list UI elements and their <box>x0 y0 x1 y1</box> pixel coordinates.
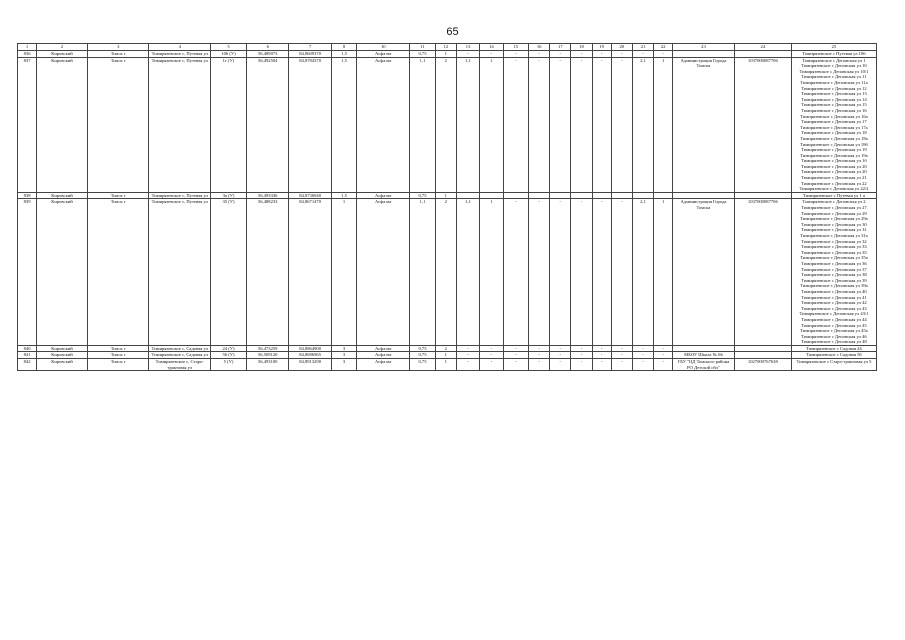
table-row <box>18 192 877 199</box>
header-cell: 15 <box>503 44 528 51</box>
table-cell <box>734 51 791 58</box>
table-cell: - <box>611 359 632 371</box>
table-cell: - <box>654 359 673 371</box>
address-line: Тимирязевское с Деповская ул 48 <box>801 339 867 345</box>
table-cell: 1,1 <box>410 199 435 345</box>
table-cell: - <box>529 51 550 58</box>
table-cell: 1 <box>435 352 456 359</box>
table-cell: - <box>611 57 632 192</box>
table-cell: 1,5 <box>331 192 356 199</box>
table-cell: Тимирязевское с, Путевая ул <box>149 199 211 345</box>
table-cell: - <box>571 352 592 359</box>
address-line: Тимирязевское с Деповская ул 31а <box>800 233 868 238</box>
header-cell: 7 <box>289 44 331 51</box>
table-cell: - <box>503 57 528 192</box>
table-cell: - <box>592 352 611 359</box>
table-cell: - <box>550 345 571 352</box>
table-cell: Тимирязевское с, Путевая ул <box>149 192 211 199</box>
table-cell: - <box>550 352 571 359</box>
table-cell: - <box>571 51 592 58</box>
header-cell: 21 <box>632 44 653 51</box>
table-cell: 2,1 <box>632 199 653 345</box>
table-cell: - <box>592 199 611 345</box>
address-line: Тимирязевское с Деповская ул 12 <box>801 85 867 91</box>
address-line: Тимирязевское с Деповская ул 10 <box>801 63 867 69</box>
table-cell: - <box>503 199 528 345</box>
table-cell: 2 <box>435 345 456 352</box>
table-cell: 1 <box>435 359 456 371</box>
table-cell: - <box>632 345 653 352</box>
table-cell: 84,8736940 <box>289 192 331 199</box>
header-cell: 23 <box>673 44 735 51</box>
table-cell: 3 <box>331 352 356 359</box>
address-list-cell <box>791 359 876 371</box>
table-cell: - <box>611 51 632 58</box>
table-cell: 0,75 <box>410 352 435 359</box>
table-cell <box>632 192 653 199</box>
address-line: Тимирязевское с Деповская ул 35 <box>801 249 867 255</box>
table-cell: 56,488233 <box>247 199 289 345</box>
table-cell: 84,8784370 <box>289 57 331 192</box>
table-cell: 837 <box>18 57 37 192</box>
table-cell: Кировский <box>37 57 88 192</box>
table-cell: 1 <box>654 199 673 345</box>
table-cell: - <box>571 199 592 345</box>
address-line: Тимирязевское с Деповская ул 39 <box>801 277 867 283</box>
table-cell: - <box>611 199 632 345</box>
table-row <box>18 57 877 192</box>
address-line: Тимирязевское с Деповская ул 18 <box>801 130 867 136</box>
address-line: Тимирязевское с Деповская ул 29а <box>800 216 868 222</box>
address-line: Тимирязевское с Деповская ул 19а <box>800 152 868 158</box>
table-cell: - <box>592 359 611 371</box>
table-cell <box>529 192 550 199</box>
address-line: Тимирязевское с Деповская ул 16а <box>800 113 868 119</box>
table-cell: - <box>592 345 611 352</box>
table-cell: 0,75 <box>410 192 435 199</box>
table-cell: - <box>456 51 479 58</box>
table-cell: 1 <box>331 199 356 345</box>
table-cell: Асфальт <box>357 359 410 371</box>
address-line: Тимирязевское с Деповская ул 10/1 <box>799 68 869 74</box>
address-line: Тимирязевское с Деповская ул 21 <box>801 175 867 181</box>
table-cell: - <box>632 51 653 58</box>
address-line: Тимирязевское с Деповская ул 1б <box>801 158 867 164</box>
table-cell: 1,1 <box>456 57 479 192</box>
address-line: Тимирязевское с Деповская ул 1 <box>802 57 866 63</box>
address-line: Тимирязевское с Деповская ул 16 <box>801 107 867 113</box>
address-list-cell <box>791 345 876 352</box>
table-cell: 56,489073 <box>247 51 289 58</box>
table-cell: 3 <box>331 359 356 371</box>
table-cell: Тимирязевское с, Садовая ул <box>149 352 211 359</box>
table-cell: Администрация Города Томска <box>673 199 735 345</box>
table-cell: - <box>456 352 479 359</box>
table-cell: - <box>592 57 611 192</box>
table-cell: Асфальт <box>357 345 410 352</box>
table-cell: 106 (У) <box>210 51 246 58</box>
address-list-cell <box>791 51 876 58</box>
table-cell: - <box>550 57 571 192</box>
table-cell: 841 <box>18 352 37 359</box>
address-line: Тимирязевское с Деповская ул 2 <box>802 199 866 205</box>
address-line: Тимирязевское с Деповская ул 22/2 <box>799 186 869 192</box>
table-cell: - <box>571 57 592 192</box>
address-line: Тимирязевское с Деповская ул 42 <box>801 300 867 306</box>
address-line: Тимирязевское с Деповская ул 31 <box>801 227 867 233</box>
table-cell: 35 (У) <box>210 199 246 345</box>
table-cell <box>673 51 735 58</box>
table-cell: 0,75 <box>410 345 435 352</box>
table-cell: Томск г <box>87 57 149 192</box>
header-cell: 20 <box>611 44 632 51</box>
table-cell <box>503 192 528 199</box>
table-cell <box>550 192 571 199</box>
table-cell: МБОУ Школа № 66 <box>673 352 735 359</box>
address-list-cell <box>791 192 876 199</box>
address-line: Тимирязевское с Деповская ул 15 <box>801 102 867 108</box>
address-line: Тимирязевское с Деповская ул 18б <box>800 141 868 147</box>
table-cell: - <box>654 352 673 359</box>
table-cell <box>673 192 735 199</box>
address-line: Тимирязевское с Деповская ул 44 <box>801 316 867 322</box>
table-cell: - <box>529 359 550 371</box>
table-cell: - <box>503 345 528 352</box>
address-line: Тимирязевское с Деповская ул 17а <box>800 124 868 130</box>
address-list-cell <box>791 199 876 345</box>
table-cell: 84,8864900 <box>289 345 331 352</box>
table-cell: Асфальт <box>357 51 410 58</box>
table-cell: 84,8913290 <box>289 359 331 371</box>
header-cell: 16 <box>529 44 550 51</box>
table-cell: - <box>571 345 592 352</box>
table-cell <box>571 192 592 199</box>
table-cell: 1,5 <box>331 51 356 58</box>
table-cell: Кировский <box>37 352 88 359</box>
header-cell: 2 <box>37 44 88 51</box>
table-cell: - <box>611 345 632 352</box>
table-cell: 839 <box>18 199 37 345</box>
header-row <box>18 44 877 51</box>
table-cell: - <box>480 359 503 371</box>
table-cell: - <box>632 352 653 359</box>
table-cell: 1 <box>480 199 503 345</box>
table-cell: Кировский <box>37 359 88 371</box>
table-cell: 1 <box>435 192 456 199</box>
address-line: Тимирязевское с Деповская ул 32 <box>801 238 867 244</box>
header-cell: 8 <box>331 44 356 51</box>
table-cell: - <box>456 359 479 371</box>
table-cell: 0,75 <box>410 51 435 58</box>
table-cell: - <box>632 359 653 371</box>
address-line: Тимирязевское с Деповская ул 11 <box>801 74 867 80</box>
address-line: Тимирязевское с Деповская ул 45а <box>800 328 868 334</box>
table-cell: 838 <box>18 192 37 199</box>
table-cell: 56,509120 <box>247 352 289 359</box>
table-cell: - <box>571 359 592 371</box>
table-cell: Тимирязевское с, Садовая ул <box>149 345 211 352</box>
table-cell <box>734 345 791 352</box>
table-cell: 0,75 <box>410 359 435 371</box>
table-cell: Томск г <box>87 359 149 371</box>
page-number: 65 <box>446 26 459 38</box>
table-cell: - <box>480 352 503 359</box>
table-cell: Асфальт <box>357 352 410 359</box>
table-cell: 840 <box>18 345 37 352</box>
table-cell: Асфальт <box>357 57 410 192</box>
table-cell <box>611 192 632 199</box>
address-line: Тимирязевское с Путевая ул 106 <box>802 51 866 56</box>
address-line: Тимирязевское с Путевая ул 1 а <box>803 192 865 198</box>
table-cell: 1 <box>480 57 503 192</box>
address-line: Тимирязевское с Деповская ул 37 <box>801 266 867 272</box>
table-cell: - <box>529 352 550 359</box>
table-cell: Томск г <box>87 192 149 199</box>
table-cell: - <box>550 359 571 371</box>
table-cell: 2 <box>435 57 456 192</box>
table-cell <box>480 192 503 199</box>
table-cell <box>673 345 735 352</box>
registry-table <box>17 43 877 371</box>
table-cell: 842 <box>18 359 37 371</box>
table-row <box>18 352 877 359</box>
table-row <box>18 345 877 352</box>
table-cell <box>734 352 791 359</box>
table-cell: 84,8671470 <box>289 199 331 345</box>
table-cell: Кировский <box>37 199 88 345</box>
address-line: Тимирязевское с Деповская ул 20 <box>801 163 867 169</box>
table-cell: 56,492504 <box>247 57 289 192</box>
header-cell: 3 <box>87 44 149 51</box>
header-cell: 11 <box>410 44 435 51</box>
table-cell: Кировский <box>37 192 88 199</box>
header-cell: 18 <box>571 44 592 51</box>
header-cell: 22 <box>654 44 673 51</box>
address-line: Тимирязевское с Садовая 56 <box>806 352 862 358</box>
table-cell: - <box>480 345 503 352</box>
table-cell: Томск г <box>87 51 149 58</box>
table-cell: 1037000087706 <box>734 199 791 345</box>
table-cell: Тимирязевское с, Старо-трактовая ул <box>149 359 211 371</box>
address-line: Тимирязевское с Деповская ул 38 <box>801 272 867 278</box>
address-line: Тимирязевское с Деповская ул 13 <box>801 91 867 97</box>
table-cell: 1 <box>435 51 456 58</box>
table-cell: - <box>611 352 632 359</box>
table-cell: 2,1 <box>632 57 653 192</box>
address-line: Тимирязевское с Деповская ул 20 <box>801 169 867 175</box>
address-list-cell <box>791 57 876 192</box>
table-cell: 56,473259 <box>247 345 289 352</box>
table-cell: 1027000767638 <box>734 359 791 371</box>
address-line: Тимирязевское с Деповская ул 19 <box>801 147 867 153</box>
header-cell: 1 <box>18 44 37 51</box>
table-cell: 3 <box>331 345 356 352</box>
table-cell: - <box>550 199 571 345</box>
table-cell: 836 <box>18 51 37 58</box>
address-line: Тимирязевское с Деповская ул 41 <box>801 294 867 300</box>
table-cell: 1,1 <box>456 199 479 345</box>
table-cell: - <box>456 345 479 352</box>
table-row <box>18 51 877 58</box>
table-cell: Кировский <box>37 51 88 58</box>
table-cell: 3а (У) <box>210 192 246 199</box>
table-cell <box>456 192 479 199</box>
table-cell: Кировский <box>37 345 88 352</box>
address-line: Тимирязевское с Деповская ул 18а <box>800 135 868 141</box>
table-cell: 24 (У) <box>210 345 246 352</box>
header-cell: 25 <box>791 44 876 51</box>
header-cell: 6 <box>247 44 289 51</box>
table-cell: Асфальт <box>357 192 410 199</box>
table-cell: - <box>503 352 528 359</box>
header-cell: 13 <box>456 44 479 51</box>
header-cell: 5 <box>210 44 246 51</box>
address-line: Тимирязевское с Деповская ул 46 <box>801 333 867 339</box>
table-cell <box>654 192 673 199</box>
header-cell: 10 <box>357 44 410 51</box>
table-cell: 1,1 <box>410 57 435 192</box>
header-cell: 24 <box>734 44 791 51</box>
table-cell: - <box>654 51 673 58</box>
table-cell: Администрация Города Томска <box>673 57 735 192</box>
address-line: Тимирязевское с Деповская ул 39а <box>800 283 868 289</box>
table-cell: 1 <box>654 57 673 192</box>
table-cell: Тимирязевское с, Путевая ул <box>149 57 211 192</box>
table-cell: - <box>480 51 503 58</box>
table-cell: - <box>529 57 550 192</box>
address-line: Тимирязевское с Деповская ул 45 <box>801 322 867 328</box>
table-cell: 1037000087706 <box>734 57 791 192</box>
header-cell: 17 <box>550 44 571 51</box>
header-cell: 19 <box>592 44 611 51</box>
table-cell: Томск г <box>87 352 149 359</box>
table-cell: Асфальт <box>357 199 410 345</box>
header-cell: 12 <box>435 44 456 51</box>
address-line: Тимирязевское с Деповская ул 14 <box>801 96 867 102</box>
table-cell: - <box>654 345 673 352</box>
address-line: Тимирязевское с Деповская ул 17 <box>801 119 867 125</box>
address-line: Тимирязевское с Деповская ул 36 <box>801 260 867 266</box>
address-line: Тимирязевское с Деповская ул 35а <box>800 255 868 261</box>
table-cell: 56,493100 <box>247 359 289 371</box>
table-cell: 56 (У) <box>210 352 246 359</box>
table-cell: 1г (У) <box>210 57 246 192</box>
table-cell: 1,5 <box>331 57 356 192</box>
table-cell <box>592 192 611 199</box>
table-row <box>18 199 877 345</box>
header-cell: 4 <box>149 44 211 51</box>
address-line: Тимирязевское с Деповская ул 29 <box>801 210 867 216</box>
table-cell: 56,493336 <box>247 192 289 199</box>
header-cell: 14 <box>480 44 503 51</box>
table-row <box>18 359 877 371</box>
table-cell: 5 (У) <box>210 359 246 371</box>
address-line: Тимирязевское с Деповская ул 40 <box>801 288 867 294</box>
table-cell: - <box>550 51 571 58</box>
table-cell: 2 <box>435 199 456 345</box>
address-line: Тимирязевское с Деповская ул 11а <box>800 79 868 85</box>
table-cell: - <box>529 345 550 352</box>
table-cell: Томск г <box>87 199 149 345</box>
table-cell: - <box>529 199 550 345</box>
table-cell: - <box>592 51 611 58</box>
table-cell: - <box>503 359 528 371</box>
address-line: Тимирязевское с Деповская ул 30 <box>801 221 867 227</box>
table-cell: 84,8696965 <box>289 352 331 359</box>
address-line: Тимирязевское с Деповская ул 43 <box>801 305 867 311</box>
address-line: Тимирязевское с Деповская ул 22 <box>801 180 867 186</box>
address-line: Тимирязевское с Деповская ул 27 <box>801 205 867 211</box>
table-cell: 84,8609370 <box>289 51 331 58</box>
address-line: Тимирязевское с Садовая 24 <box>806 345 862 351</box>
table-cell: - <box>503 51 528 58</box>
table-cell <box>734 192 791 199</box>
address-list-cell <box>791 352 876 359</box>
address-line: Тимирязевское с Деповская ул 33 <box>801 244 867 250</box>
table-cell: Тимирязевское с, Путевая ул <box>149 51 211 58</box>
table-cell: Томск г <box>87 345 149 352</box>
address-line: Тимирязевское с Деповская ул 43/1 <box>799 311 869 317</box>
table-cell: ГБУ "ЦД Томского района РО Детской обл" <box>673 359 735 371</box>
address-line: Тимирязевское с Старо-трактовая ул 5 <box>796 359 872 365</box>
